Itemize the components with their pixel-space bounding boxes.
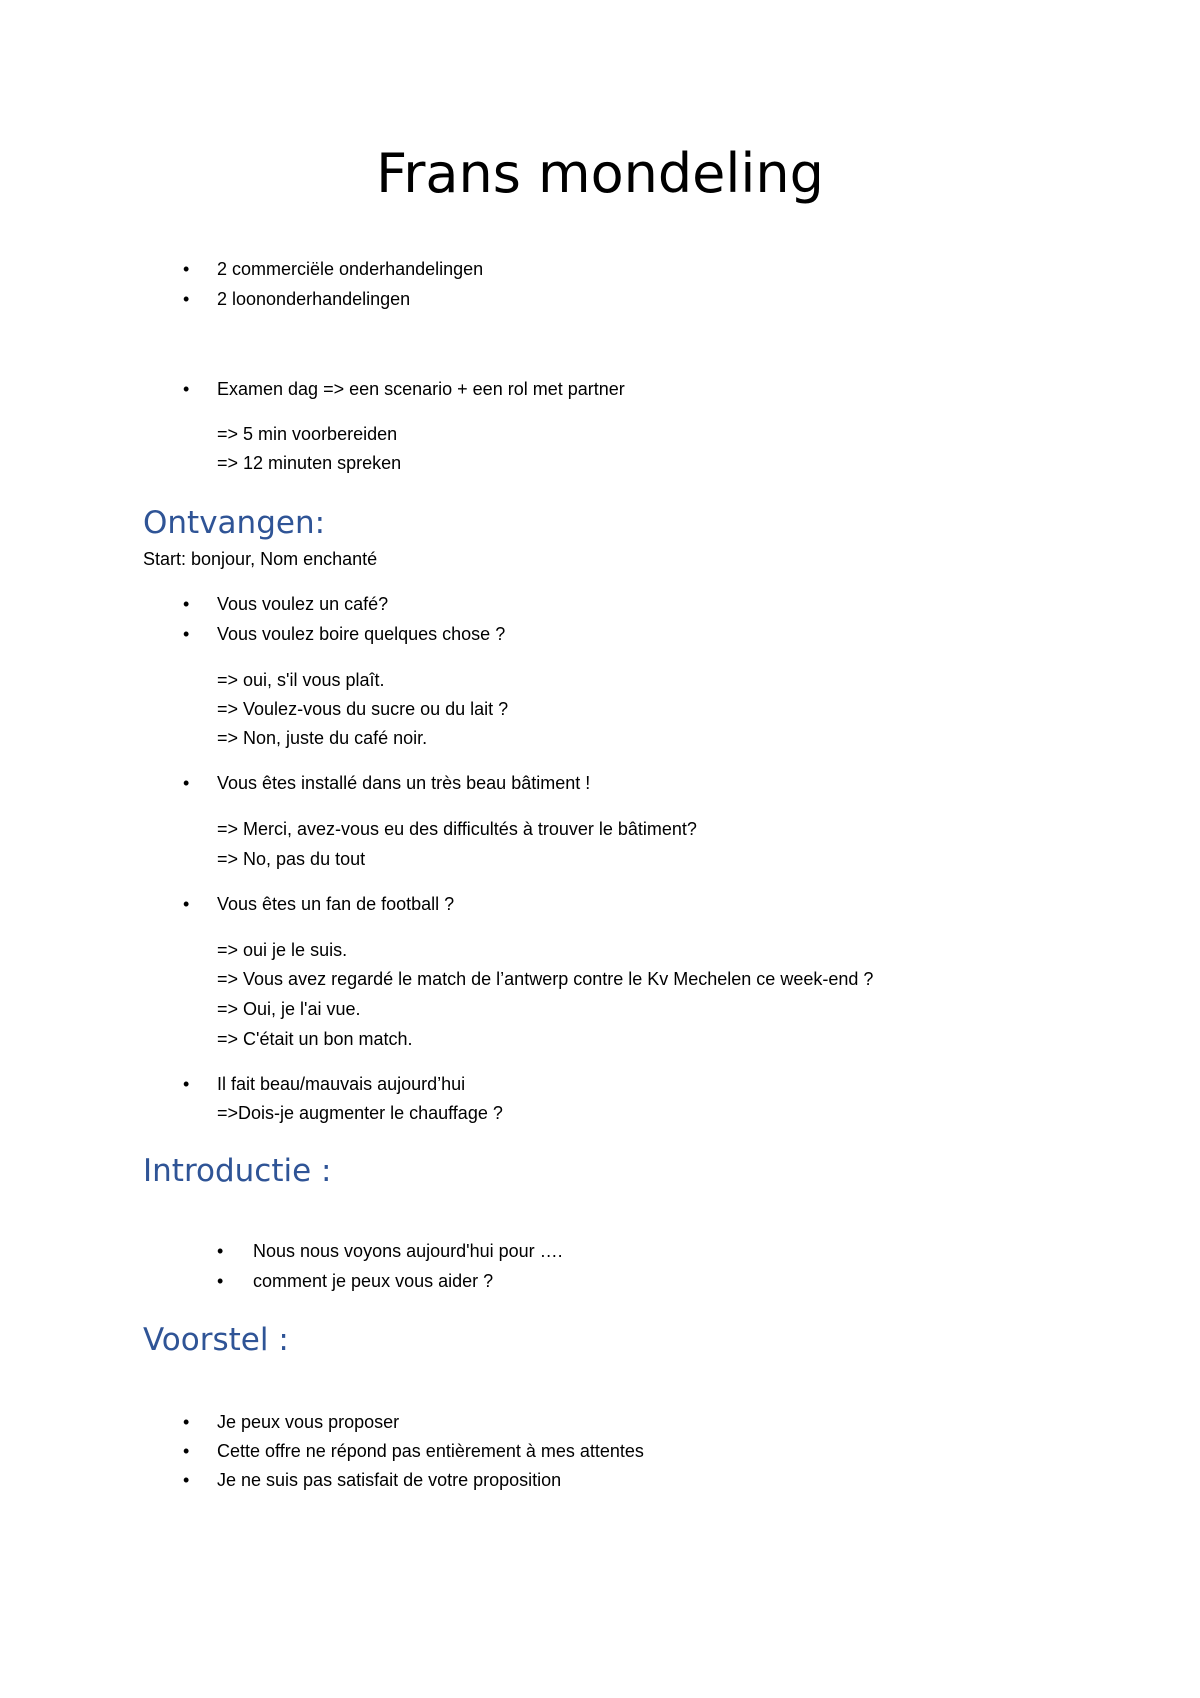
bullet-glyph: • [183,289,190,309]
list-item: Vous voulez boire quelques chose ? [217,624,506,644]
list-item: 2 loononderhandelingen [217,289,411,309]
list-item: Nous nous voyons aujourd'hui pour …. [253,1241,563,1261]
section-heading-voorstel: Voorstel : [143,1322,289,1358]
sub-line: => Non, juste du café noir. [217,728,428,748]
list-item: Vous êtes installé dans un très beau bâtiment ! [217,773,591,793]
bullet-glyph: • [217,1241,224,1261]
bullet-glyph: • [183,773,190,793]
bullet-glyph: • [183,594,190,614]
list-item: Je peux vous proposer [217,1412,400,1432]
bullet-glyph: • [183,1074,190,1094]
bullet-glyph: • [183,1441,190,1461]
list-item-continuation: =>Dois-je augmenter le chauffage ? [217,1103,503,1123]
section-heading-ontvangen: Ontvangen: [143,505,326,541]
sub-line: => Vous avez regardé le match de l’antwerp contre le Kv Mechelen ce week-end ? [217,969,874,989]
sub-line: => oui, s'il vous plaît. [217,670,385,690]
sub-line: => Oui, je l'ai vue. [217,999,361,1019]
bullet-glyph: • [183,624,190,644]
section-heading-introductie: Introductie : [143,1153,332,1189]
bullet-glyph: • [183,1412,190,1432]
bullet-glyph: • [217,1271,224,1291]
bullet-glyph: • [183,1470,190,1490]
start-line: Start: bonjour, Nom enchanté [143,549,378,569]
list-item: comment je peux vous aider ? [253,1271,494,1291]
sub-line: => oui je le suis. [217,940,348,960]
sub-line: => C'était un bon match. [217,1029,413,1049]
list-item: Cette offre ne répond pas entièrement à mes attentes [217,1441,644,1461]
list-item: Examen dag => een scenario + een rol met partner [217,379,625,399]
sub-line: => Merci, avez-vous eu des difficultés à trouver le bâtiment? [217,819,697,839]
list-item: Vous voulez un café? [217,594,389,614]
sub-line: => 12 minuten spreken [217,453,402,473]
sub-line: => 5 min voorbereiden [217,424,398,444]
bullet-glyph: • [183,894,190,914]
list-item: Vous êtes un fan de football ? [217,894,455,914]
sub-line: => Voulez-vous du sucre ou du lait ? [217,699,509,719]
sub-line: => No, pas du tout [217,849,366,869]
document-title: Frans mondeling [376,142,824,205]
list-item: Je ne suis pas satisfait de votre proposition [217,1470,562,1490]
bullet-glyph: • [183,259,190,279]
bullet-glyph: • [183,379,190,399]
list-item: Il fait beau/mauvais aujourd’hui [217,1074,466,1094]
list-item: 2 commerciële onderhandelingen [217,259,484,279]
